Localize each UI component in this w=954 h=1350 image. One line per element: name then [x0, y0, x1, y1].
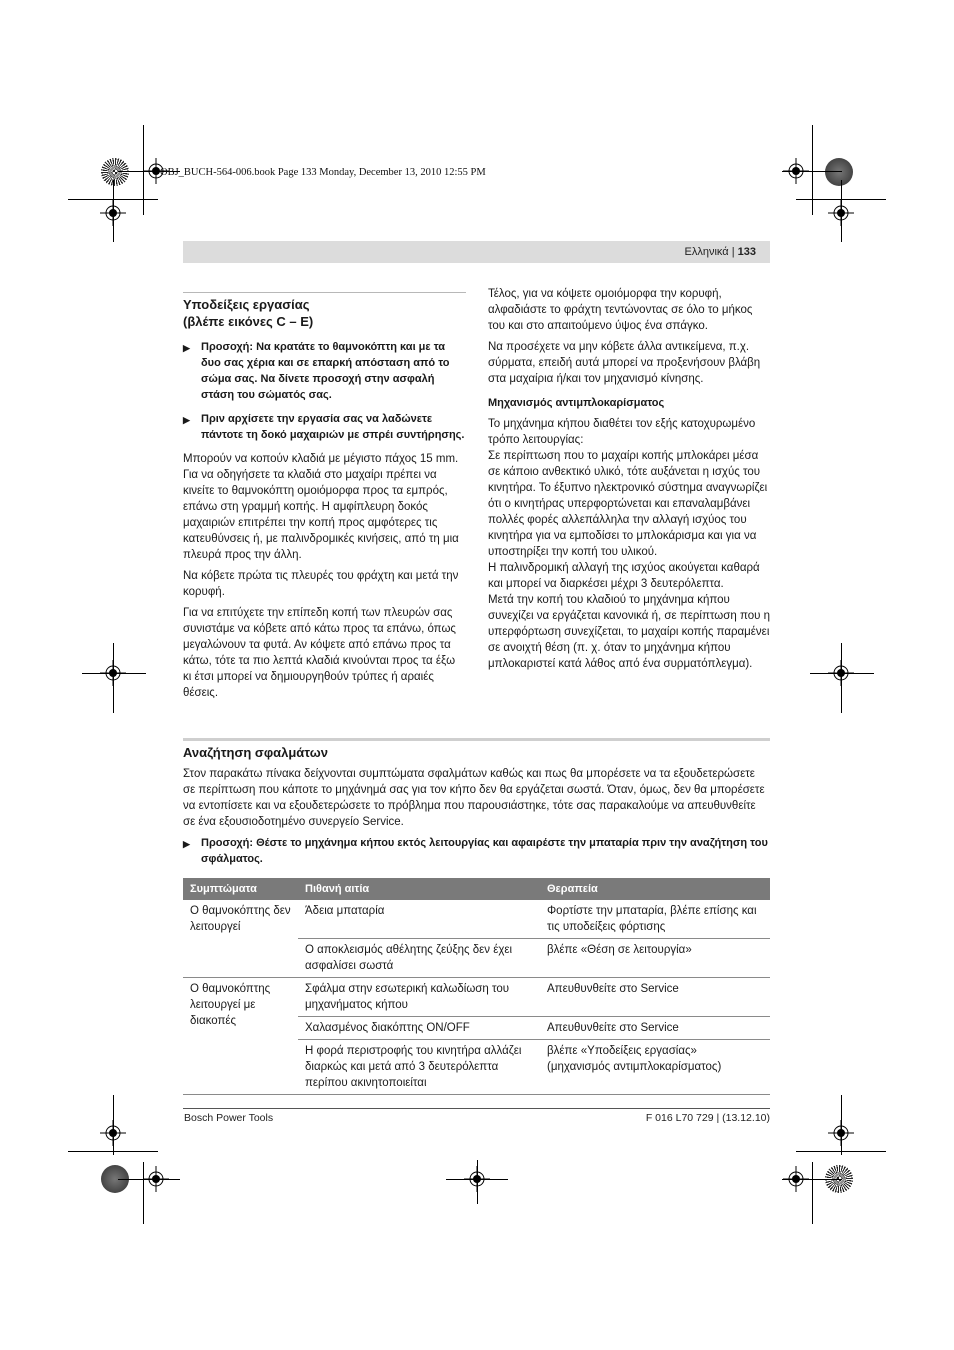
print-info: OBJ_BUCH-564-006.book Page 133 Monday, December 13, 2010 12:55 PM	[160, 167, 486, 178]
registration-mark	[100, 200, 126, 226]
troubleshooting-table-wrap	[183, 878, 770, 1095]
registration-mark	[828, 1120, 854, 1146]
warning-text: Πριν αρχίσετε την εργασία σας να λαδώνετε πάντοτε τη δοκό μαχαιριών με σπρέι συντήρησης.	[201, 413, 465, 441]
column-header: Συμπτώματα	[183, 878, 298, 900]
registration-mark	[828, 200, 854, 226]
paragraph: Να κόβετε πρώτα τις πλευρές του φράχτη και μετά την κορυφή.	[183, 570, 459, 598]
cause-cell: Χαλασμένος διακόπτης ON/OFF	[298, 1017, 540, 1040]
footer-right: F 016 L70 729 | (13.12.10)	[645, 1112, 770, 1124]
cause-cell: Η φορά περιστροφής του κινητήρα αλλάζει διαρκώς και μετά από 3 δευτερόλεπτα περίπου ακινητοποιείται	[298, 1040, 540, 1095]
warning-text: Προσοχή: Να κρατάτε το θαμνοκόπτη και με τα δυο σας χέρια και σε επαρκή απόσταση από το σώμα σας. Να δίνετε προσοχή στην ασφαλή στάση του σώματός σας.	[201, 341, 450, 401]
heading-line-2: (βλέπε εικόνες C – E)	[183, 314, 314, 329]
paragraph: Για να επιτύχετε την επίπεδη κοπή των πλευρών σας συνιστάμε να κόβετε από κάτω προς τα επάνω, όπως μεγαλώνουν τα φυτά. Αν κόψετε από επάνω προς τα κάτω, τότε τα πιο λεπτά κλαδιά κινούνται προς τα έξω κι έτσι μπορεί να δημιουργηθούν τρύπες ή αραιές θέσεις.	[183, 607, 456, 699]
paragraph: Τέλος, για να κόψετε ομοιόμορφα την κορυφή, αλφαδιάστε το φράχτη τεντώνοντας σε όλο το μήκος του και στο απαιτούμενο ύψος ένα σπάγκο.	[488, 288, 753, 332]
paragraph-line: Η παλινδρομική αλλαγή της ισχύος ακούγεται καθαρά και μπορεί να διαρκέσει μέχρι 3 δευτερόλεπτα.	[488, 562, 760, 590]
paragraph-line: Σε περίπτωση που το μαχαίρι κοπής μπλοκάρει μέσα σε κάποιο ανθεκτικό υλικό, τότε αυξάνεται η ισχύς του κινητήρα. Το έξυπνο ηλεκτρονικό σύστημα αναγνωρίζει ότι ο κινητήρας υπερφορτώνεται και επαναλαμβάνει πολλές φορές αλλεπάλληλα την αλλαγή ισχύος του κινητήρα για να εμποδίσει το μπλοκάρισμα και για να υποστηρίξει την κοπή του υλικού.	[488, 450, 768, 558]
table-header-row	[183, 878, 770, 900]
triangle-bullet-icon: ▶	[183, 415, 190, 425]
column-header: Θεραπεία	[540, 878, 770, 900]
troubleshooting-section	[183, 744, 770, 875]
crop-line	[812, 125, 813, 215]
remedy-cell: Απευθυνθείτε στο Service	[540, 978, 770, 1017]
troubleshooting-heading: Αναζήτηση σφαλμάτων	[183, 745, 328, 760]
registration-mark	[828, 660, 854, 686]
paragraph: Να προσέχετε να μην κόβετε άλλα αντικείμενα, π.χ. σύρματα, επειδή αυτά μπορεί να προξενήσουν βλάβη στα μαχαίρια ή/και τον μηχανισμό κίνησης.	[488, 341, 761, 385]
paragraph-line: Το μηχάνημα κήπου διαθέτει τον εξής κατοχυρωμένο τρόπο λειτουργίας:	[488, 418, 756, 446]
registration-mark	[783, 158, 809, 184]
footer-left: Bosch Power Tools	[184, 1112, 274, 1124]
header-separator: |	[731, 246, 735, 258]
column-header: Πιθανή αιτία	[298, 878, 540, 900]
section-heading	[183, 296, 466, 330]
registration-mark	[143, 1166, 169, 1192]
subheading: Μηχανισμός αντιμπλοκαρίσματος	[488, 397, 665, 409]
table-row	[183, 900, 770, 939]
cause-cell: Ο αποκλεισμός αθέλητης ζεύξης δεν έχει ασφαλίσει σωστά	[298, 939, 540, 978]
header-language: Ελληνικά	[684, 246, 729, 258]
remedy-cell: βλέπε «Θέση σε λειτουργία»	[540, 939, 770, 978]
paragraph: Μπορούν να κοπούν κλαδιά με μέγιστο πάχος 15 mm. Για να οδηγήσετε τα κλαδιά στο μαχαίρι πρέπει να κινείτε το θαμνοκόπτη ομοιόμορφα προς τα εμπρός, επάνω στη γραμμή κοπής. Η αμφίπλευρη δοκός μαχαιριών επιτρέπει την κοπή προς αμφότερες τις κατευθύνσεις ή, με παλινδρομικές κινήσεις, από τη μια πλευρά προς την άλλη.	[183, 453, 459, 561]
page-header	[183, 241, 770, 263]
right-column	[488, 286, 770, 672]
header-text	[685, 246, 756, 258]
registration-mark	[464, 1166, 490, 1192]
remedy-cell: Φορτίστε την μπαταρία, βλέπε επίσης και τις υποδείξεις φόρτισης	[540, 900, 770, 939]
warning-item	[183, 835, 770, 867]
page-number: 133	[737, 246, 756, 258]
cause-cell: Άδεια μπαταρία	[298, 900, 540, 939]
troubleshooting-intro: Στον παρακάτω πίνακα δείχνονται συμπτώματα σφαλμάτων καθώς και πως θα μπορέσετε να τα εξουδετερώσετε σε περίπτωση που κάποτε το μηχάνημά σας για τον κήπο δεν θα εργάζεται σωστά. Όταν, όμως, δεν θα μπορέσετε να εντοπίσετε και να εξουδετερώσετε το πρόβλημα που παρουσιάστηκε, τότε σας παρακαλούμε να απευθυνθείτε σε ένα εξουσιοδοτημένο συνεργείο Service.	[183, 768, 765, 828]
registration-mark	[783, 1166, 809, 1192]
registration-mark	[100, 1120, 126, 1146]
warning-text: Προσοχή: Θέστε το μηχάνημα κήπου εκτός λειτουργίας και αφαιρέστε την μπαταρία πριν την αναζήτηση του σφάλματος.	[201, 837, 768, 865]
triangle-bullet-icon: ▶	[183, 839, 190, 849]
warning-item	[183, 339, 466, 403]
registration-rosette	[101, 158, 129, 186]
registration-mark	[100, 660, 126, 686]
cause-cell: Σφάλμα στην εσωτερική καλωδίωση του μηχανήματος κήπου	[298, 978, 540, 1017]
remedy-cell: Απευθυνθείτε στο Service	[540, 1017, 770, 1040]
symptom-cell: Ο θαμνοκόπτης λειτουργεί με διακοπές	[183, 978, 298, 1095]
registration-rosette	[825, 158, 853, 186]
left-column	[183, 292, 466, 706]
section-divider	[183, 738, 770, 741]
paragraph-line: Μετά την κοπή του κλαδιού το μηχάνημα κήπου συνεχίζει να εργάζεται κανονικά ή, σε περίπτωση που η υπερφόρτωση συνεχίζεται, το μαχαίρι κοπής παραμένει σε ανοιχτή θέση (π. χ. όταν το μηχάνημα κήπου μπλοκαριστεί κατά λάθος από ένα συρματόπλεγμα).	[488, 594, 770, 670]
footer-divider	[183, 1108, 770, 1109]
troubleshooting-table	[183, 878, 770, 1095]
triangle-bullet-icon: ▶	[183, 343, 190, 353]
heading-line-1: Υποδείξεις εργασίας	[183, 297, 310, 312]
anti-block-text	[488, 416, 770, 672]
symptom-cell: Ο θαμνοκόπτης δεν λειτουργεί	[183, 900, 298, 978]
warning-item	[183, 411, 466, 443]
table-row	[183, 978, 770, 1017]
crop-line	[812, 1162, 813, 1224]
remedy-cell: βλέπε «Υποδείξεις εργασίας» (μηχανισμός αντιμπλοκαρίσματος)	[540, 1040, 770, 1095]
